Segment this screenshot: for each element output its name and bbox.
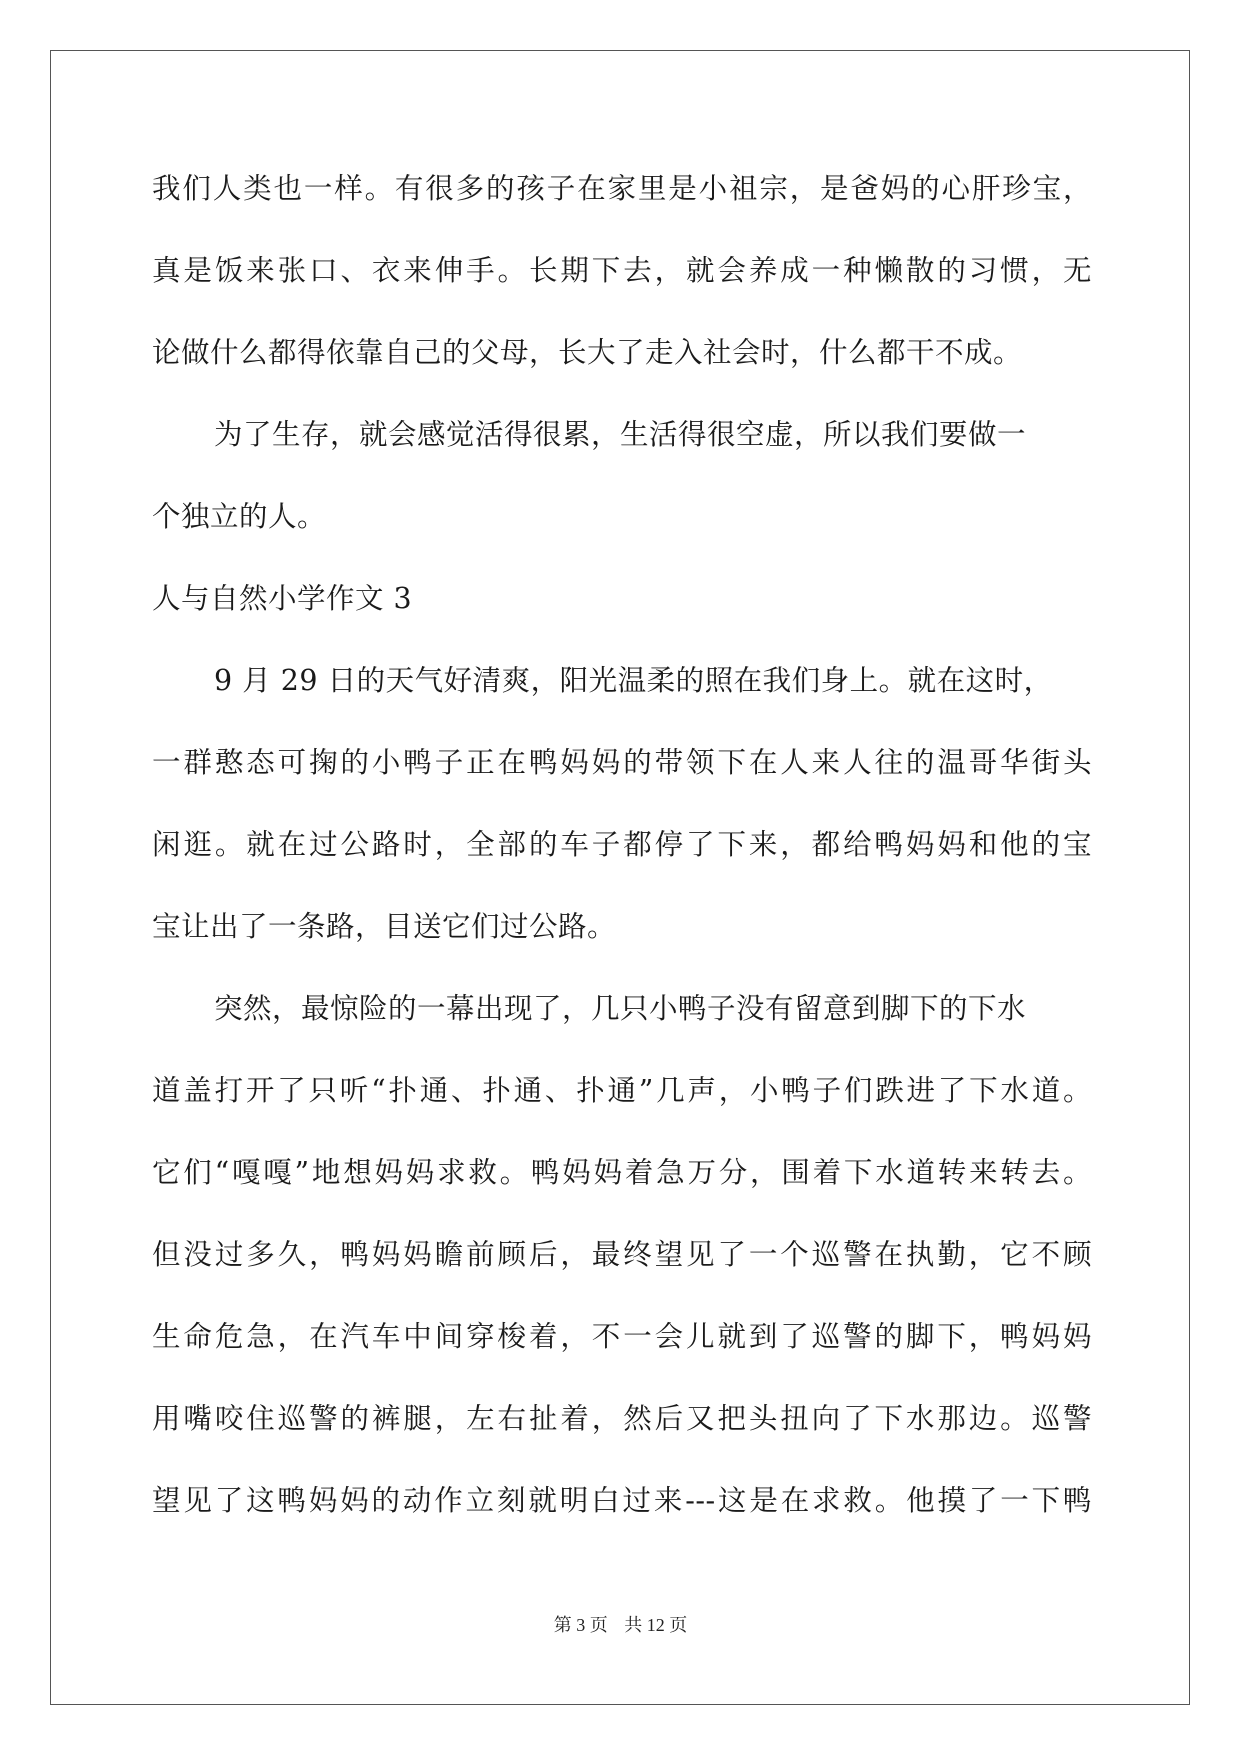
- text-line: 个独立的人。: [152, 500, 327, 533]
- paragraph-start-line: 突然，最惊险的一幕出现了，几只小鸭子没有留意到脚下的下水: [214, 992, 1027, 1025]
- text-line: 真是饭来张口、衣来伸手。长期下去，就会养成一种懒散的习惯，无: [152, 254, 1092, 287]
- page-total: 共 12 页: [624, 1615, 688, 1635]
- section-heading: 人与自然小学作文 3: [152, 582, 413, 615]
- text-line: 一群憨态可掬的小鸭子正在鸭妈妈的带领下在人来人往的温哥华街头: [152, 746, 1092, 779]
- text-line: 我们人类也一样。有很多的孩子在家里是小祖宗，是爸妈的心肝珍宝，: [152, 172, 1092, 205]
- page-footer: [0, 1611, 1241, 1637]
- text-line: 用嘴咬住巡警的裤腿，左右扯着，然后又把头扭向了下水那边。巡警: [152, 1402, 1092, 1435]
- text-line: 宝让出了一条路，目送它们过公路。: [152, 910, 617, 943]
- text-line: 生命危急，在汽车中间穿梭着，不一会儿就到了巡警的脚下，鸭妈妈: [152, 1320, 1092, 1353]
- document-body: [152, 158, 1092, 1532]
- page-number: 第 3 页: [553, 1615, 608, 1635]
- text-line: 它们“嘎嘎”地想妈妈求救。鸭妈妈着急万分，围着下水道转来转去。: [152, 1156, 1092, 1189]
- paragraph-start-line: 为了生存，就会感觉活得很累，生活得很空虚，所以我们要做一: [214, 418, 1027, 451]
- text-line: 闲逛。就在过公路时，全部的车子都停了下来，都给鸭妈妈和他的宝: [152, 828, 1092, 861]
- paragraph-start-line: 9 月 29 日的天气好清爽，阳光温柔的照在我们身上。就在这时，: [214, 664, 1053, 697]
- text-line: 但没过多久，鸭妈妈瞻前顾后，最终望见了一个巡警在执勤，它不顾: [152, 1238, 1092, 1271]
- text-line: 道盖打开了只听“扑通、扑通、扑通”几声，小鸭子们跌进了下水道。: [152, 1074, 1092, 1107]
- text-line: 望见了这鸭妈妈的动作立刻就明白过来---这是在求救。他摸了一下鸭: [152, 1484, 1092, 1517]
- text-line: 论做什么都得依靠自己的父母，长大了走入社会时，什么都干不成。: [152, 336, 1023, 369]
